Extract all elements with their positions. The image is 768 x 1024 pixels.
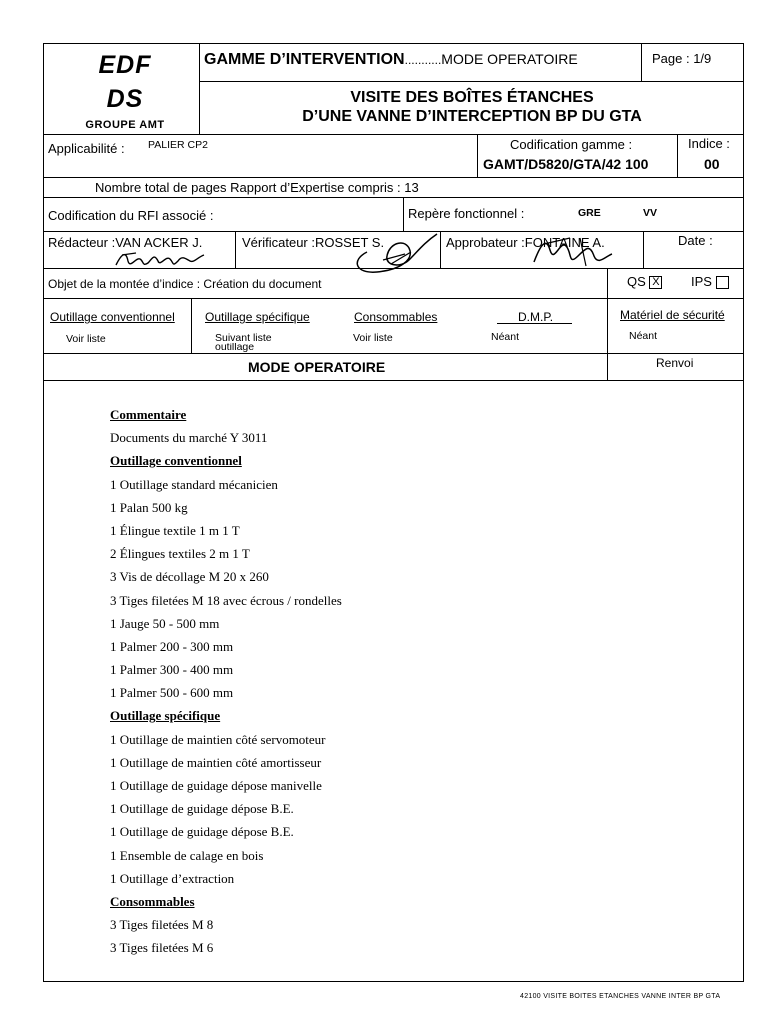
tools-conventional-value: Voir liste: [66, 333, 106, 345]
verificateur-signature: [345, 224, 445, 276]
ips-option: [691, 274, 729, 289]
tools-specific-value-2: outillage: [215, 343, 255, 352]
rule: [43, 353, 744, 354]
list-item: 1 Ensemble de calage en bois: [110, 847, 264, 863]
list-item: 1 Élingue textile 1 m 1 T: [110, 522, 240, 538]
safety-equipment-title: Matériel de sécurité: [620, 308, 725, 322]
repere-label: Repère fonctionnel :: [408, 206, 525, 221]
rule: [235, 231, 236, 268]
list-item: 2 Élingues textiles 2 m 1 T: [110, 546, 250, 562]
operating-mode-content: [110, 403, 342, 960]
edf-logo: EDF: [98, 51, 152, 79]
tools-conventional-title: Outillage conventionnel: [50, 310, 175, 324]
list-item: 3 Vis de décollage M 20 x 260: [110, 569, 269, 585]
section-heading: Outillage spécifique: [110, 708, 221, 724]
list-item: Documents du marché Y 3011: [110, 430, 268, 446]
list-item: 1 Outillage de maintien côté servomoteur: [110, 731, 326, 747]
list-item: 1 Outillage d’extraction: [110, 870, 235, 886]
document-title-line2: D’UNE VANNE D’INTERCEPTION BP DU GTA: [302, 108, 642, 125]
rule: [199, 81, 744, 82]
mode-operatoire-title: MODE OPERATOIRE: [248, 359, 386, 375]
gamme-title: [204, 51, 578, 69]
codification-value: GAMT/D5820/GTA/42 100: [483, 156, 649, 172]
page-number: Page : 1/9: [652, 51, 712, 66]
objet-label: Objet de la montée d’indice : Création du document: [48, 277, 322, 291]
rule: [191, 298, 192, 353]
list-item: 1 Palmer 500 - 600 mm: [110, 685, 234, 701]
verificateur-label: Vérificateur :ROSSET S.: [242, 235, 385, 250]
rule: [607, 268, 608, 298]
section-heading: Commentaire: [110, 407, 187, 422]
rfi-label: Codification du RFI associé :: [48, 208, 214, 223]
page-footer: 42100 VISITE BOITES ETANCHES VANNE INTER BP GTA: [520, 993, 721, 1000]
rule: [43, 380, 744, 381]
rule: [677, 134, 678, 177]
applicability-value: PALIER CP2: [148, 139, 208, 151]
renvoi-label: Renvoi: [656, 356, 694, 370]
mode-label: MODE OPERATOIRE: [441, 51, 578, 67]
total-pages-label: Nombre total de pages Rapport d’Expertise compris : 13: [95, 180, 419, 195]
dmp-underline: [497, 323, 572, 324]
rule: [43, 134, 744, 135]
document-title-line1: VISITE DES BOÎTES ÉTANCHES: [350, 89, 594, 106]
list-item: 3 Tiges filetées M 6: [110, 940, 214, 956]
list-item: 3 Tiges filetées M 18 avec écrous / rondelles: [110, 592, 342, 608]
list-item: 1 Palmer 300 - 400 mm: [110, 662, 234, 678]
section-heading: Outillage conventionnel: [110, 453, 242, 469]
redacteur-signature: [112, 243, 212, 273]
list-item: 1 Jauge 50 - 500 mm: [110, 615, 220, 631]
repere-value-gre: GRE: [578, 207, 601, 219]
list-item: 1 Outillage de guidage dépose B.E.: [110, 824, 294, 840]
list-item: 1 Palan 500 kg: [110, 499, 188, 515]
rule: [643, 231, 644, 268]
applicability-label: Applicabilité :: [48, 141, 125, 156]
repere-value-vv: VV: [643, 207, 658, 219]
rule: [43, 298, 744, 299]
gamme-dots: ...........: [404, 53, 442, 67]
approbateur-signature: [520, 226, 616, 272]
list-item: 3 Tiges filetées M 8: [110, 917, 214, 933]
dmp-title: D.M.P.: [518, 310, 554, 324]
tools-specific-title: Outillage spécifique: [205, 310, 310, 324]
tools-specific-value: Suivant liste: [215, 332, 272, 344]
rule: [641, 43, 642, 81]
dmp-value: Néant: [491, 331, 520, 343]
list-item: 1 Outillage de guidage dépose manivelle: [110, 778, 322, 793]
ds-logo: DS: [106, 85, 144, 113]
safety-equipment-value: Néant: [629, 330, 658, 342]
gamme-label: GAMME D’INTERVENTION: [204, 51, 405, 68]
ips-label: IPS: [691, 274, 712, 289]
rule: [607, 298, 608, 380]
approbateur-label: Approbateur :FONTAINE A.: [446, 235, 605, 250]
consumables-value: Voir liste: [353, 332, 393, 344]
codification-label: Codification gamme :: [510, 137, 633, 152]
list-item: 1 Palmer 200 - 300 mm: [110, 638, 234, 654]
qs-option: [627, 274, 662, 289]
list-item: 1 Outillage de maintien côté amortisseur: [110, 754, 322, 770]
qs-label: QS: [627, 274, 646, 289]
rule: [43, 177, 744, 178]
indice-label: Indice :: [688, 136, 730, 151]
qs-checkbox[interactable]: X: [649, 276, 662, 289]
rule: [477, 134, 478, 177]
list-item: 1 Outillage de guidage dépose B.E.: [110, 801, 294, 817]
section-heading: Consommables: [110, 893, 195, 909]
date-label: Date :: [678, 233, 713, 248]
list-item: 1 Outillage standard mécanicien: [110, 476, 278, 492]
groupe-amt-label: GROUPE AMT: [85, 119, 165, 131]
consumables-title: Consommables: [354, 310, 438, 324]
indice-value: 00: [704, 156, 720, 172]
redacteur-label: Rédacteur :VAN ACKER J.: [48, 235, 203, 250]
ips-checkbox[interactable]: [716, 276, 729, 289]
rule: [43, 197, 744, 198]
